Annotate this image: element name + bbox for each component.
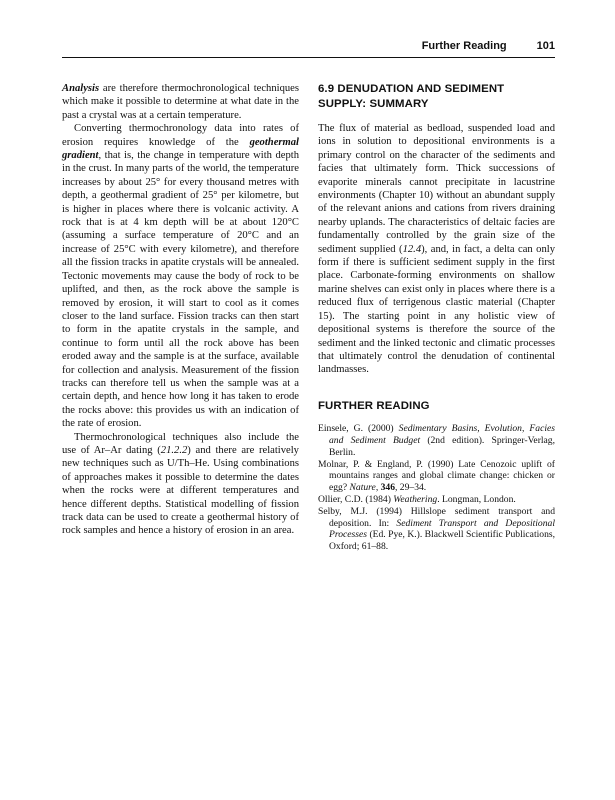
text-run: 12.4 xyxy=(402,243,422,255)
paragraph xyxy=(62,431,299,538)
paragraph xyxy=(62,122,299,430)
page-header xyxy=(62,40,555,57)
text-run: Thermochronological techniques also include the use of Ar–Ar dating ( xyxy=(62,431,299,456)
text-run: Converting thermochronology data into rates of erosion requires knowledge of the xyxy=(62,123,299,148)
text-run: Einsele, G. (2000) xyxy=(318,423,399,435)
text-run: Ollier, C.D. (1984) xyxy=(318,494,394,505)
reference-entry xyxy=(318,459,555,494)
text-run: . Longman, London. xyxy=(437,494,516,505)
text-run: Weathering xyxy=(393,494,438,505)
text-run: Nature xyxy=(349,482,376,494)
header-rule xyxy=(62,57,555,58)
text-run: ), and, in fact, a delta can only form if there is sufficient sediment supply in the first place. Carbonate-forming environments on shallow marine shelves can exist only in places where there is a reduced flux of terrigenous clastic material (Chapter 15). The starting point in any holistic view of depositional systems is therefore the source of the sediment and the linked tectonic and climatic processes that ultimately control the denudation of continental landmasses. xyxy=(318,243,555,376)
text-run: (2nd edition). Springer-Verlag, Berlin. xyxy=(329,435,556,458)
reference-entry xyxy=(318,423,555,458)
text-run: Analysis xyxy=(62,83,100,94)
page-number: 101 xyxy=(536,40,555,52)
text-run: geothermal gradient xyxy=(62,136,299,162)
text-run: 346 xyxy=(380,482,395,494)
text-run: Selby, M.J. (1994) Hillslope sediment transport and deposition. In: xyxy=(318,505,555,529)
reference-entry xyxy=(318,494,555,506)
section-heading: 6.9 DENUDATION AND SEDIMENT SUPPLY: SUMMARY xyxy=(318,83,505,110)
right-column-text xyxy=(318,122,555,377)
text-run: Sedimentary Basins, Evolution, Facies and Sediment Budget xyxy=(329,423,555,447)
two-column-layout xyxy=(62,82,555,553)
text-run: , 29–34. xyxy=(395,482,427,494)
text-run: The flux of material as bedload, suspended load and ions in solution to depositional environments is a primary control on the character of the sediments and facies that ultimately form. Thick successions of evaporite minerals cannot precipitate in lacustrine environments (Chapter 10) without an abundant supply of the relevant anions and cations from rivers draining nearby uplands. The characteristics of deltaic facies are fundamentally controlled by the grain size of the sediment supplied ( xyxy=(318,123,555,255)
reference-list xyxy=(318,423,555,553)
left-column xyxy=(62,82,299,553)
paragraph xyxy=(62,82,299,122)
text-run: , xyxy=(375,482,381,494)
text-run: Sediment Transport and Depositional Processes xyxy=(329,517,555,541)
running-title: Further Reading xyxy=(421,40,507,52)
right-column xyxy=(318,82,555,553)
text-run: (Ed. Pye, K.). Blackwell Scientific Publications, Oxford; 61–88. xyxy=(329,529,555,553)
paragraph xyxy=(318,122,555,377)
text-run: Molnar, P. & England, P. (1990) Late Cenozoic uplift of mountains ranges and global climate change: chicken or egg? xyxy=(318,458,555,494)
text-run: are therefore thermochronological techniques which make it possible to determine at what date in the past a crystal was at a certain temperature. xyxy=(62,83,299,121)
reference-entry xyxy=(318,506,555,553)
text-run: 21.2.2 xyxy=(160,444,188,456)
further-reading-heading: FURTHER READING xyxy=(318,399,430,412)
text-run: , that is, the change in temperature with depth in the crust. In many parts of the world, the temperature increases by about 25° for every thousand metres with depth, a geothermal gradient of 25° per kilometre, but is higher in places where there is volcanic activity. A rock that is at 4 km depth will be at about 120°C (assuming a surface temperature of 20°C and an increase of 25°C with every kilometre), and therefore all the fission tracks in apatite crystals will be annealed. Tectonic movements may cause the body of rock to be uplifted, and then, as the rock above the sample is removed by erosion, it will start to cool as it comes closer to the land surface. Fission tracks can then start to form in the apatite crystals in the sample, and continue to form until all the rock above has been eroded away and the sample is at the surface, available for collection and analysis. Measurement of the fission tracks can therefore tell us when the sample was at a certain depth, and hence how long it has taken to erode the rocks above: this provides us with an indication of the rate of erosion. xyxy=(62,150,299,430)
text-run: ) and there are relatively new techniques such as U/Th–He. Using combinations of approaches makes it possible to determine the dates when the rocks were at different temperatures and hence different depths. Statistical modelling of fission track data can be used to create a geothermal history of rock samples and hence a history of erosion in an area. xyxy=(62,444,299,537)
